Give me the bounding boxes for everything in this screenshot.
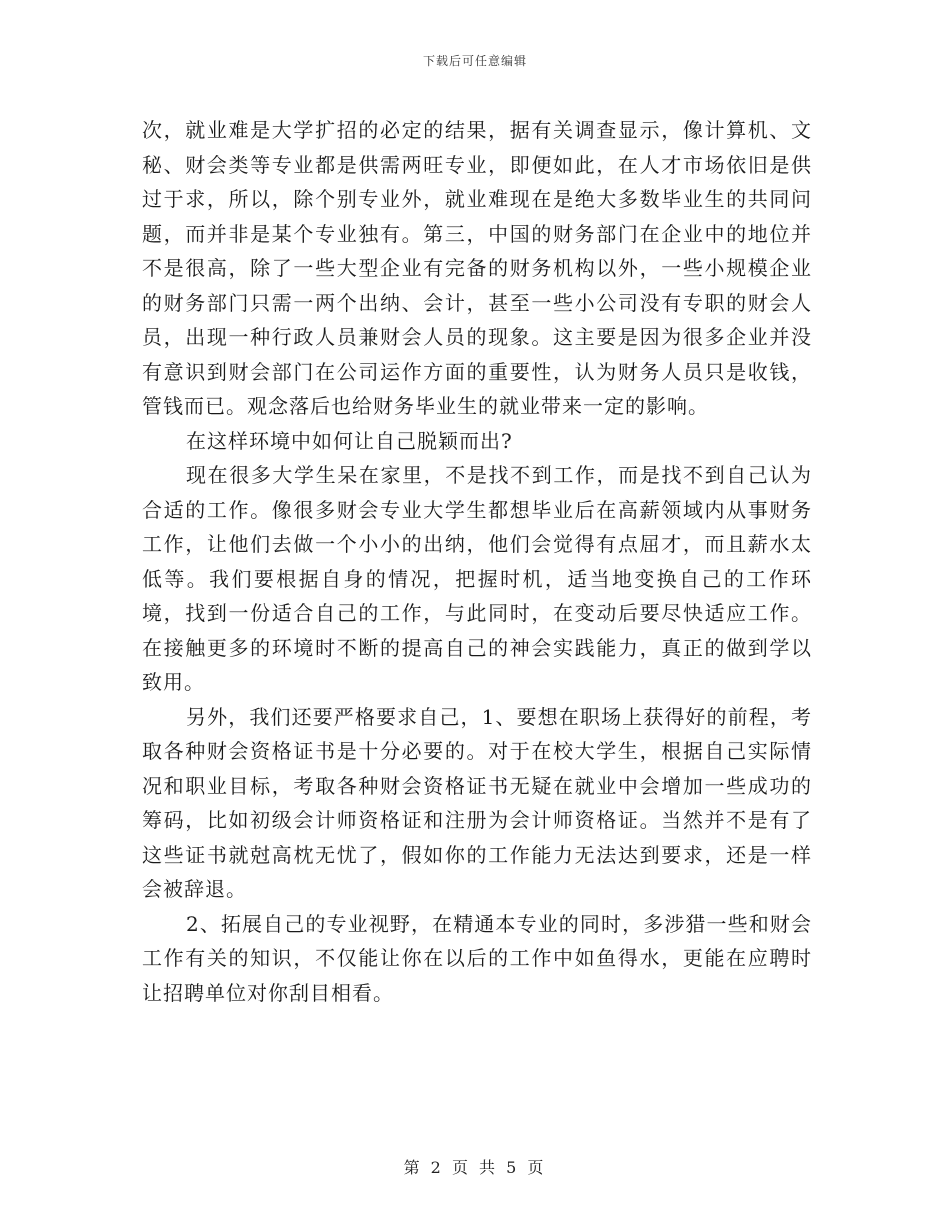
paragraph-question: 在这样环境中如何让自己脱颖而出? [186,428,513,453]
page-header: 下载后可任意编辑 [422,54,527,68]
paragraph-body: 2、拓展自己的专业视野，在精通本专业的同时，多涉猎一些和财会工作有关的知识，不仅能让你在以后的工作中如鱼得水，更能在应聘时让招聘单位对你刮目相看。 [142,911,812,1005]
paragraph-continuation: 次，就业难是大学扩招的必定的结果，据有关调查显示，像计算机、文秘、财会类等专业都是供需两旺专业，即便如此，在人才市场依旧是供过于求，所以，除个别专业外，就业难现在是绝大多数毕业生的共同问题，而并非是某个专业独有。第三，中国的财务部门在企业中的地位并不是很高，除了一些大型企业有完备的财务机构以外，一些小规模企业的财务部门只需一两个出纳、会计，甚至一些小公司没有专职的财会人员，出现一种行政人员兼财会人员的现象。这主要是因为很多企业并没有意识到财会部门在公司运作方面的重要性，认为财务人员只是收钱，管钱而已。观念落后也给财务毕业生的就业带来一定的影响。 [142,118,812,418]
page-number: 第 2 页 共 5 页 [403,1158,547,1177]
paragraph-body: 现在很多大学生呆在家里，不是找不到工作，而是找不到自己认为合适的工作。像很多财会专业大学生都想毕业后在高薪领域内从事财务工作，让他们去做一个小小的出纳，他们会觉得有点屈才，而且薪水太低等。我们要根据自身的情况，把握时机，适当地变换自己的工作环境，找到一份适合自己的工作，与此同时，在变动后要尽快适应工作。在接触更多的环境时不断的提高自己的神会实践能力，真正的做到学以致用。 [142,463,812,694]
document-body [142,113,812,1010]
paragraph-body: 另外，我们还要严格要求自己，1、要想在职场上获得好的前程，考取各种财会资格证书是十分必要的。对于在校大学生，根据自己实际情况和职业目标，考取各种财会资格证书无疑在就业中会增加一些成功的筹码，比如初级会计师资格证和注册为会计师资格证。当然并不是有了这些证书就尅高枕无忧了，假如你的工作能力无法达到要求，还是一样会被辞退。 [142,704,812,901]
